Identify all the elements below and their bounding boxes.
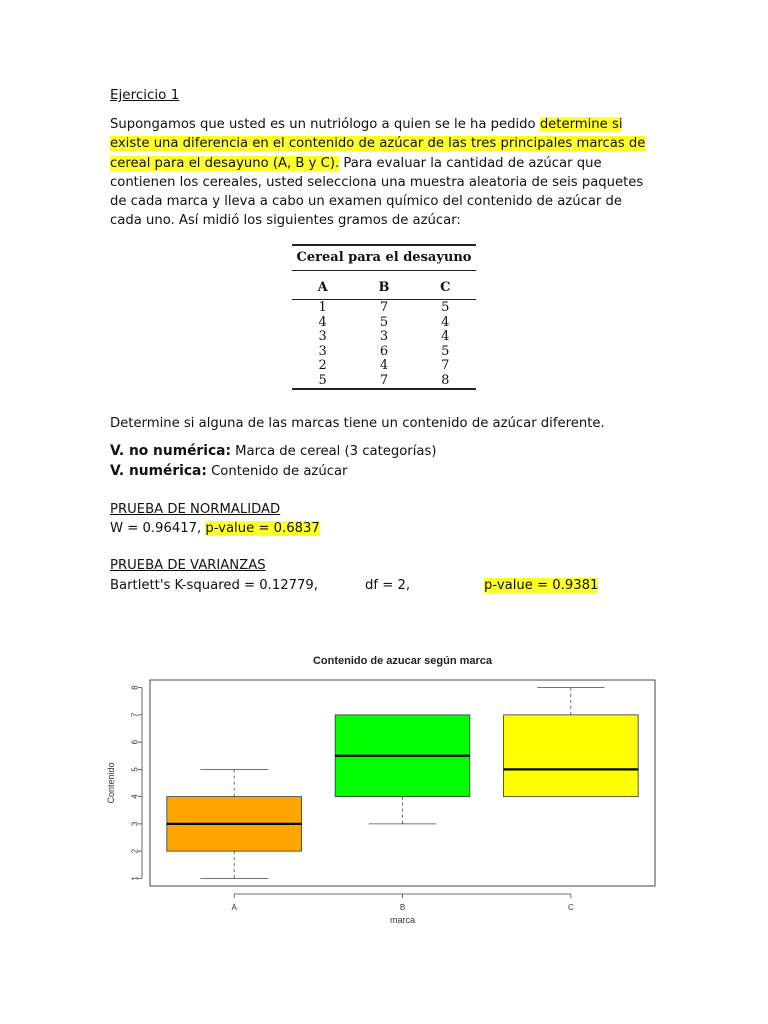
table-cell: 7 <box>379 300 389 315</box>
table-cell: 7 <box>379 372 389 388</box>
non-numeric-label: V. no numérica: <box>110 443 231 459</box>
table-row <box>292 374 476 391</box>
table-cell: 5 <box>318 372 327 388</box>
numeric-variable <box>110 463 347 479</box>
normality-p-value: p-value = 0.6837 <box>205 521 320 536</box>
table-cell: 6 <box>379 343 389 359</box>
y-tick-label: 8 <box>130 685 140 690</box>
variance-df: df = 2, <box>365 578 411 593</box>
chart-title: Contenido de azucar según marca <box>312 655 493 667</box>
normality-result <box>110 521 320 536</box>
table-cell: 7 <box>441 358 450 373</box>
exercise-title: Ejercicio 1 <box>110 87 180 103</box>
y-tick-label: 5 <box>130 767 140 772</box>
paragraph-rest: Para evaluar la cantidad de azúcar que contienen los cereales, usted selecciona una muestra aleatoria de seis paquetes de cada marca y lleva a cabo un examen químico del contenido de azúcar de cada uno. Así midió los siguientes gramos de azúcar: <box>110 155 644 229</box>
table-header-b: B <box>378 280 390 295</box>
y-tick-label: 3 <box>130 821 140 827</box>
table-header-a: A <box>317 280 328 295</box>
normality-heading: PRUEBA DE NORMALIDAD <box>110 502 281 517</box>
table-cell: 3 <box>379 329 389 344</box>
non-numeric-value: Marca de cereal (3 categorías) <box>235 444 437 459</box>
sugar-boxplot-chart <box>100 640 680 940</box>
variance-statistic: Bartlett's K-squared = 0.12779, <box>110 578 319 593</box>
table-header-c: C <box>440 280 451 295</box>
numeric-value: Contenido de azúcar <box>211 464 348 479</box>
y-tick-label: 2 <box>130 848 140 854</box>
table-row <box>292 345 476 360</box>
table-caption: Cereal para el desayuno <box>292 244 476 271</box>
exercise-paragraph <box>110 115 650 231</box>
table-cell: 4 <box>379 358 389 373</box>
x-tick-label: A <box>231 903 237 912</box>
box-C <box>504 715 639 797</box>
non-numeric-variable <box>110 443 436 459</box>
table-cell: 5 <box>441 343 450 359</box>
y-tick-label: 6 <box>130 739 140 745</box>
paragraph-intro: Supongamos que usted es un nutriólogo a quien se le ha pedido <box>110 117 540 132</box>
sugar-data-table <box>292 244 476 390</box>
table-cell: 4 <box>441 314 450 330</box>
y-tick-label: 4 <box>130 794 140 799</box>
highlighted-objective: determine si existe una diferencia en el contenido de azúcar de las tres principales marcas de cereal para el desayuno (A, B y C). <box>110 117 646 171</box>
table-cell: 5 <box>379 314 389 330</box>
table-cell: 4 <box>441 329 450 344</box>
numeric-label: V. numérica: <box>110 463 207 479</box>
table-cell: 2 <box>318 358 327 373</box>
y-axis-label: Contenido <box>106 762 116 804</box>
variance-p-value: p-value = 0.9381 <box>484 578 599 593</box>
x-axis-label: marca <box>389 915 416 925</box>
table-body <box>292 300 476 390</box>
table-header-row <box>292 271 476 300</box>
variance-heading: PRUEBA DE VARIANZAS <box>110 558 266 573</box>
question-text: Determine si alguna de las marcas tiene un contenido de azúcar diferente. <box>110 416 605 431</box>
variance-result <box>110 578 598 593</box>
table-row <box>292 330 476 345</box>
table-cell: 3 <box>318 343 327 359</box>
table-cell: 1 <box>318 300 327 315</box>
table-row <box>292 359 476 374</box>
y-tick-label: 1 <box>130 876 140 881</box>
table-cell: 4 <box>318 314 327 330</box>
table-row <box>292 316 476 331</box>
y-tick-label: 7 <box>130 712 140 718</box>
x-tick-label: B <box>399 903 406 912</box>
table-row <box>292 301 476 316</box>
x-tick-label: C <box>567 903 574 912</box>
table-cell: 3 <box>318 329 327 344</box>
table-cell: 5 <box>441 300 450 315</box>
normality-w: W = 0.96417, <box>110 521 206 536</box>
table-cell: 8 <box>441 372 450 388</box>
